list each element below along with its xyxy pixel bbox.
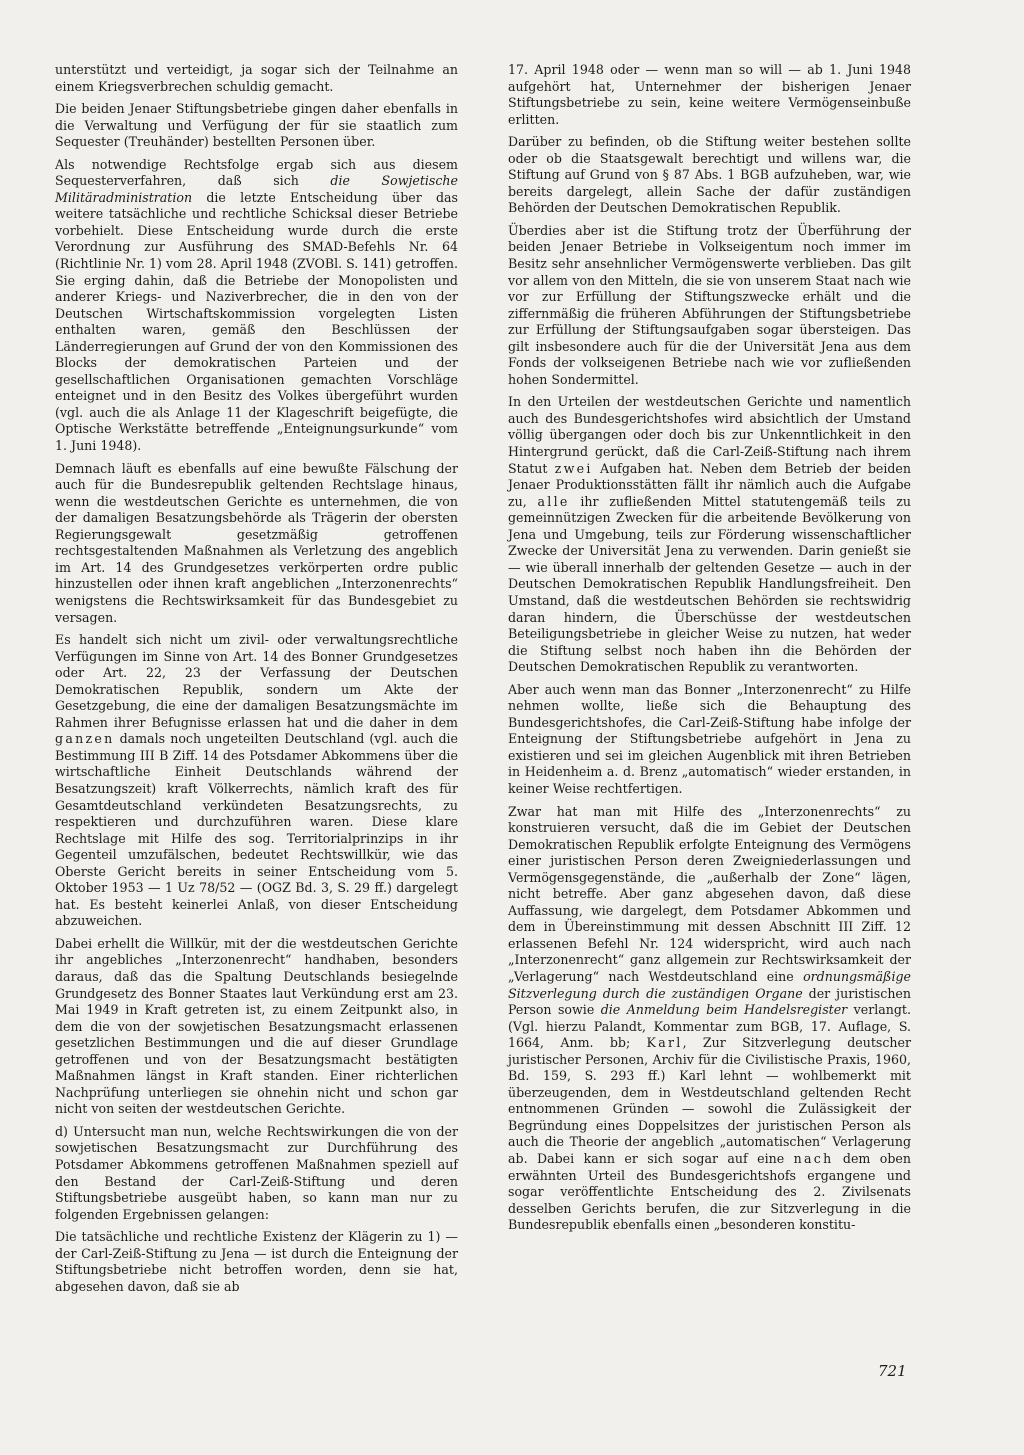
paragraph: Als notwendige Rechtsfolge ergab sich aus diesem Sequesterverfahren, daß sich die Sowjetische Militäradministration die letzte Entscheidung über das weitere tatsächliche und rechtliche Schicksal dieser Betriebe vorbehielt. Diese Entscheidung wurde durch die erste Verordnung zur Ausführung des SMAD-Befehls Nr. 64 (Richtlinie Nr. 1) vom 28. April 1948 (ZVOBl. S. 141) getroffen. Sie erging dahin, daß die Betriebe der Monopolisten und anderer Kriegs- und Naziverbrecher, die in den von der Deutschen Wirtschaftskommission vorgelegten Listen enthalten waren, gemäß den Beschlüssen der Länderregierungen auf Grund der von den Kommissionen des Blocks der demokratischen Parteien und der gesellschaftlichen Organisationen gemachten Vorschläge enteignet und in den Besitz des Volkes übergeführt wurden (vgl. auch die als Anlage 11 der Klageschrift beigefügte, die Optische Werkstätte betreffende „Enteignungsurkunde“ vom 1. Juni 1948). bbox=[55, 156, 458, 454]
paragraph: Es handelt sich nicht um zivil- oder verwaltungsrechtliche Verfügungen im Sinne von Art. 14 des Bonner Grundgesetzes oder Art. 22, 23 der Verfassung der Deutschen Demokratischen Republik, sondern um Akte der Gesetzgebung, die eine der damaligen Besatzungsmächte im Rahmen ihrer Befugnisse erlassen hat und die daher in dem ganzen damals noch ungeteilten Deutschland (vgl. auch die Bestimmung III B Ziff. 14 des Potsdamer Abkommens über die wirtschaftliche Einheit Deutschlands während der Besatzungszeit) kraft Völkerrechts, nämlich kraft des für Gesamtdeutschland verkündeten Besatzungsrechts, zu respektieren und durchzuführen waren. Diese klare Rechtslage mit Hilfe des sog. Territorialprinzips in ihr Gegenteil umzufälschen, bedeutet Rechtswillkür, wie das Oberste Gericht bereits in seiner Entscheidung vom 5. Oktober 1953 — 1 Uz 78/52 — (OGZ Bd. 3, S. 29 ff.) dargelegt hat. Es besteht keinerlei Anlaß, von dieser Entscheidung abzuweichen. bbox=[55, 632, 458, 929]
paragraph: Zwar hat man mit Hilfe des „Interzonenrechts“ zu konstruieren versucht, daß die im Gebiet der Deutschen Demokratischen Republik erfolgte Enteignung des Vermögens einer juristischen Person deren Zweigniederlassungen und Vermögensgegenstände, die „außerhalb der Zone“ lägen, nicht betreffe. Aber ganz abgesehen davon, daß diese Auffassung, wie dargelegt, dem Potsdamer Abkommen und dem in Übereinstimmung mit dessen Abschnitt III Ziff. 12 erlassenen Befehl Nr. 124 widerspricht, wird auch nach „Interzonenrecht“ ganz allgemein zur Rechtswirksamkeit der „Verlagerung“ nach Westdeutschland eine ordnungsmäßige Sitzverlegung durch die zuständigen Organe der juristischen Person sowie die Anmeldung beim Handelsregister verlangt. (Vgl. hierzu Palandt, Kommentar zum BGB, 17. Auflage, S. 1664, Anm. bb; Karl, Zur Sitzverlegung deutscher juristischer Personen, Archiv für die Civilistische Praxis, 1960, Bd. 159, S. 293 ff.) Karl lehnt — wohlbemerkt mit überzeugenden, dem in Westdeutschland geltenden Recht entnommenen Gründen — sowohl die Zulässigkeit der Begründung eines Doppelsitzes der juristischen Person als auch die Theorie der angeblich „automatischen“ Verlagerung ab. Dabei kann er sich sogar auf eine nach dem oben erwähnten Urteil des Bundesgerichtshofs ergangene und sogar veröffentlichte Entscheidung des 2. Zivilsenats desselben Gerichts berufen, die zur Sitzverlegung in die Bundesrepublik ebenfalls einen „besonderen konstitu- bbox=[508, 803, 911, 1233]
paragraph: Dabei erhellt die Willkür, mit der die westdeutschen Gerichte ihr angebliches „Interzonenrecht“ handhaben, besonders daraus, daß das die Spaltung Deutschlands besiegelnde Grundgesetz des Bonner Staates laut Verkündung erst am 23. Mai 1949 in Kraft getreten ist, zu einem Zeitpunkt also, in dem die von der sowjetischen Besatzungsmacht erlassenen gesetzlichen Bestimmungen und die auf dieser Grundlage getroffenen und von der Besatzungsmacht bestätigten Maßnahmen längst in Kraft standen. Einer richterlichen Nachprüfung unterliegen sie ohnehin nicht und schon gar nicht von seiten der westdeutschen Gerichte. bbox=[55, 935, 458, 1117]
paragraph: Überdies aber ist die Stiftung trotz der Überführung der beiden Jenaer Betriebe in Volkseigentum noch immer im Besitz sehr ansehnlicher Vermögenswerte verblieben. Das gilt vor allem von den Mitteln, die sie von unserem Staat nach wie vor zur Erfüllung der Stiftungszwecke erhält und die ziffernmäßig die früheren Abführungen der Stiftungsbetriebe zur Erfüllung der Stiftungsaufgaben sogar übersteigen. Das gilt insbesondere auch für die der Universität Jena aus dem Fonds der volkseigenen Betriebe nach wie vor zufließenden hohen Sondermittel. bbox=[508, 222, 911, 387]
paragraph: unterstützt und verteidigt, ja sogar sich der Teilnahme an einem Kriegsverbrechen schuldig gemacht. bbox=[55, 62, 458, 94]
paragraph: Demnach läuft es ebenfalls auf eine bewußte Fälschung der auch für die Bundesrepublik geltenden Rechtslage hinaus, wenn die westdeutschen Gerichte es unternehmen, die von der damaligen Besatzungsbehörde als Trägerin der obersten Regierungsgewalt gesetzmäßig getroffenen rechtsgestaltenden Maßnahmen als Verletzung des angeblich im Art. 14 des Grundgesetzes verkörperten ordre public hinzustellen oder ihnen kraft angeblichen „Interzonenrechts“ wenigstens die Rechtswirksamkeit für das Bundesgebiet zu versagen. bbox=[55, 460, 458, 625]
right-column bbox=[508, 62, 911, 1240]
paragraph: In den Urteilen der westdeutschen Gerichte und namentlich auch des Bundesgerichtshofes wird absichtlich der Umstand völlig übergangen oder doch bis zur Unkenntlichkeit in den Hintergrund gerückt, daß die Carl-Zeiß-Stiftung nach ihrem Statut zwei Aufgaben hat. Neben dem Betrieb der beiden Jenaer Produktionsstätten fällt ihr nämlich auch die Aufgabe zu, alle ihr zufließenden Mittel statutengemäß teils zu gemeinnützigen Zwecken für die arbeitende Bevölkerung von Jena und Umgebung, teils zur Förderung wissenschaftlicher Zwecke der Universität Jena zu verwenden. Darin genießt sie — wie überall innerhalb der geltenden Gesetze — auch in der Deutschen Demokratischen Republik Handlungsfreiheit. Den Umstand, daß die westdeutschen Behörden sie rechtswidrig daran hindern, die Überschüsse der westdeutschen Beteiligungsbetriebe in gleicher Weise zu nutzen, hat weder die Stiftung selbst noch haben ihn die Behörden der Deutschen Demokratischen Republik zu verantworten. bbox=[508, 394, 911, 675]
paragraph: Darüber zu befinden, ob die Stiftung weiter bestehen sollte oder ob die Staatsgewalt berechtigt und willens war, die Stiftung auf Grund von § 87 Abs. 1 BGB aufzuheben, war, wie bereits dargelegt, allein Sache der dafür zuständigen Behörden der Deutschen Demokratischen Republik. bbox=[508, 134, 911, 216]
page-number: 721 bbox=[878, 1362, 907, 1380]
paragraph: Die tatsächliche und rechtliche Existenz der Klägerin zu 1) — der Carl-Zeiß-Stiftung zu Jena — ist durch die Enteignung der Stiftungsbetriebe nicht betroffen worden, denn sie hat, abgesehen davon, daß sie ab bbox=[55, 1229, 458, 1294]
paragraph: 17. April 1948 oder — wenn man so will — ab 1. Juni 1948 aufgehört hat, Unternehmer der bisherigen Jenaer Stiftungsbetriebe zu sein, keine weitere Vermögenseinbuße erlitten. bbox=[508, 62, 911, 127]
paragraph: d) Untersucht man nun, welche Rechtswirkungen die von der sowjetischen Besatzungsmacht zur Durchführung des Potsdamer Abkommens getroffenen Maßnahmen speziell auf den Bestand der Carl-Zeiß-Stiftung und deren Stiftungsbetriebe ausgeübt haben, so kann man nur zu folgenden Ergebnissen gelangen: bbox=[55, 1123, 458, 1222]
paragraph: Die beiden Jenaer Stiftungsbetriebe gingen daher ebenfalls in die Verwaltung und Verfügung der für sie staatlich zum Sequester (Treuhänder) bestellten Personen über. bbox=[55, 101, 458, 150]
paragraph: Aber auch wenn man das Bonner „Interzonenrecht“ zu Hilfe nehmen wollte, ließe sich die Behauptung des Bundesgerichtshofes, die Carl-Zeiß-Stiftung habe infolge der Enteignung der Stiftungsbetriebe aufgehört in Jena zu existieren und sei im gleichen Augenblick mit ihren Betrieben in Heidenheim a. d. Brenz „automatisch“ wieder erstanden, in keiner Weise rechtfertigen. bbox=[508, 681, 911, 796]
left-column bbox=[55, 62, 458, 1301]
